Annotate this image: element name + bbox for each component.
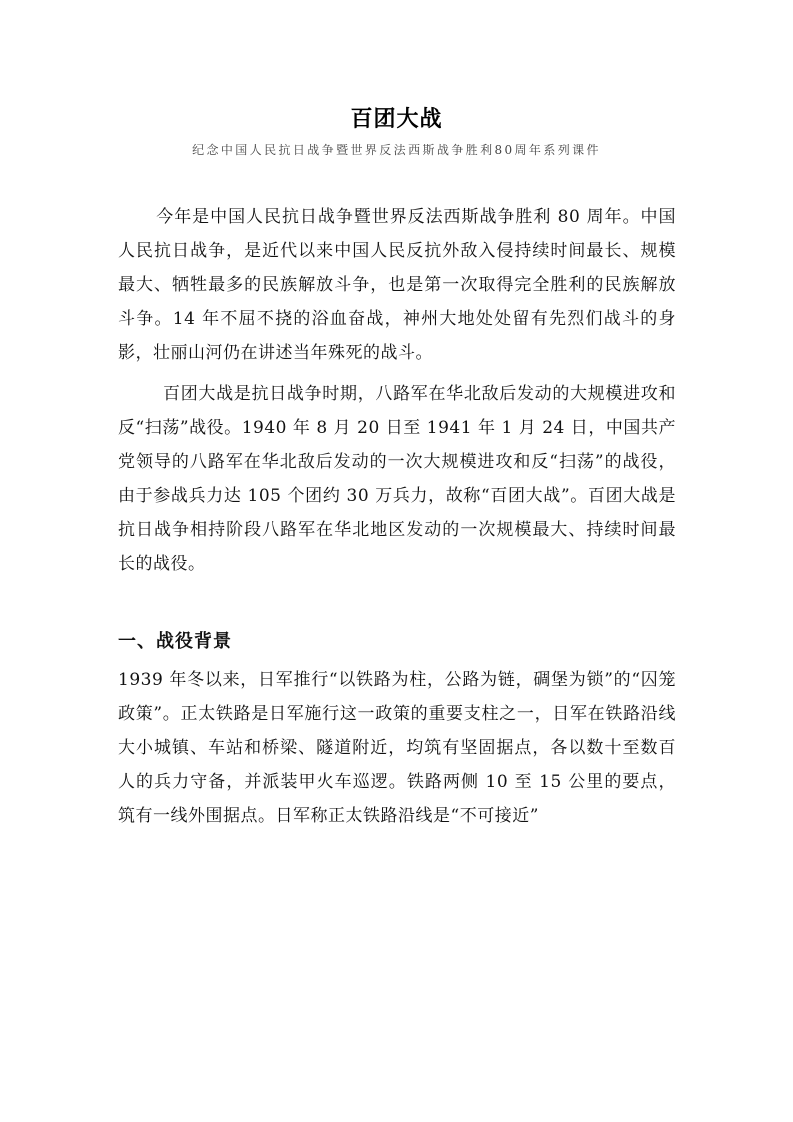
document-subtitle: 纪念中国人民抗日战争暨世界反法西斯战争胜利80周年系列课件 (192, 143, 601, 157)
document-body (118, 200, 676, 840)
intro-paragraph: 今年是中国人民抗日战争暨世界反法西斯战争胜利 80 周年。中国人民抗日战争，是近代以来中国人民反抗外敌入侵持续时间最长、规模最大、牺牲最多的民族解放斗争，也是第一次取得完全胜利的民族解放斗争。14 年不屈不挠的浴血奋战，神州大地处处留有先烈们战斗的身影，壮丽山河仍在讲述当年殊死的战斗。 (118, 207, 676, 363)
background-paragraph: 1939 年冬以来，日军推行“以铁路为柱，公路为链，碉堡为锁”的“囚笼政策”。正太铁路是日军施行这一政策的重要支柱之一，日军在铁路沿线大小城镇、车站和桥梁、隧道附近，均筑有坚固据点，各以数十至数百人的兵力守备，并派装甲火车巡逻。铁路两侧 10 至 15 公里的要点，筑有一线外围据点。日军称正太铁路沿线是“不可接近” (118, 670, 676, 826)
section-heading-background: 一、战役背景 (118, 631, 232, 652)
overview-paragraph: 百团大战是抗日战争时期，八路军在华北敌后发动的大规模进攻和反“扫荡”战役。1940 年 8 月 20 日至 1941 年 1 月 24 日，中国共产党领导的八路军在华北敌后发动的一次大规模进攻和反“扫荡”的战役，由于参战兵力达 105 个团约 30 万兵力，故称“百团大战”。百团大战是抗日战争相持阶段八路军在华北地区发动的一次规模最大、持续时间最长的战役。 (118, 384, 676, 574)
document-title: 百团大战 (350, 107, 443, 132)
